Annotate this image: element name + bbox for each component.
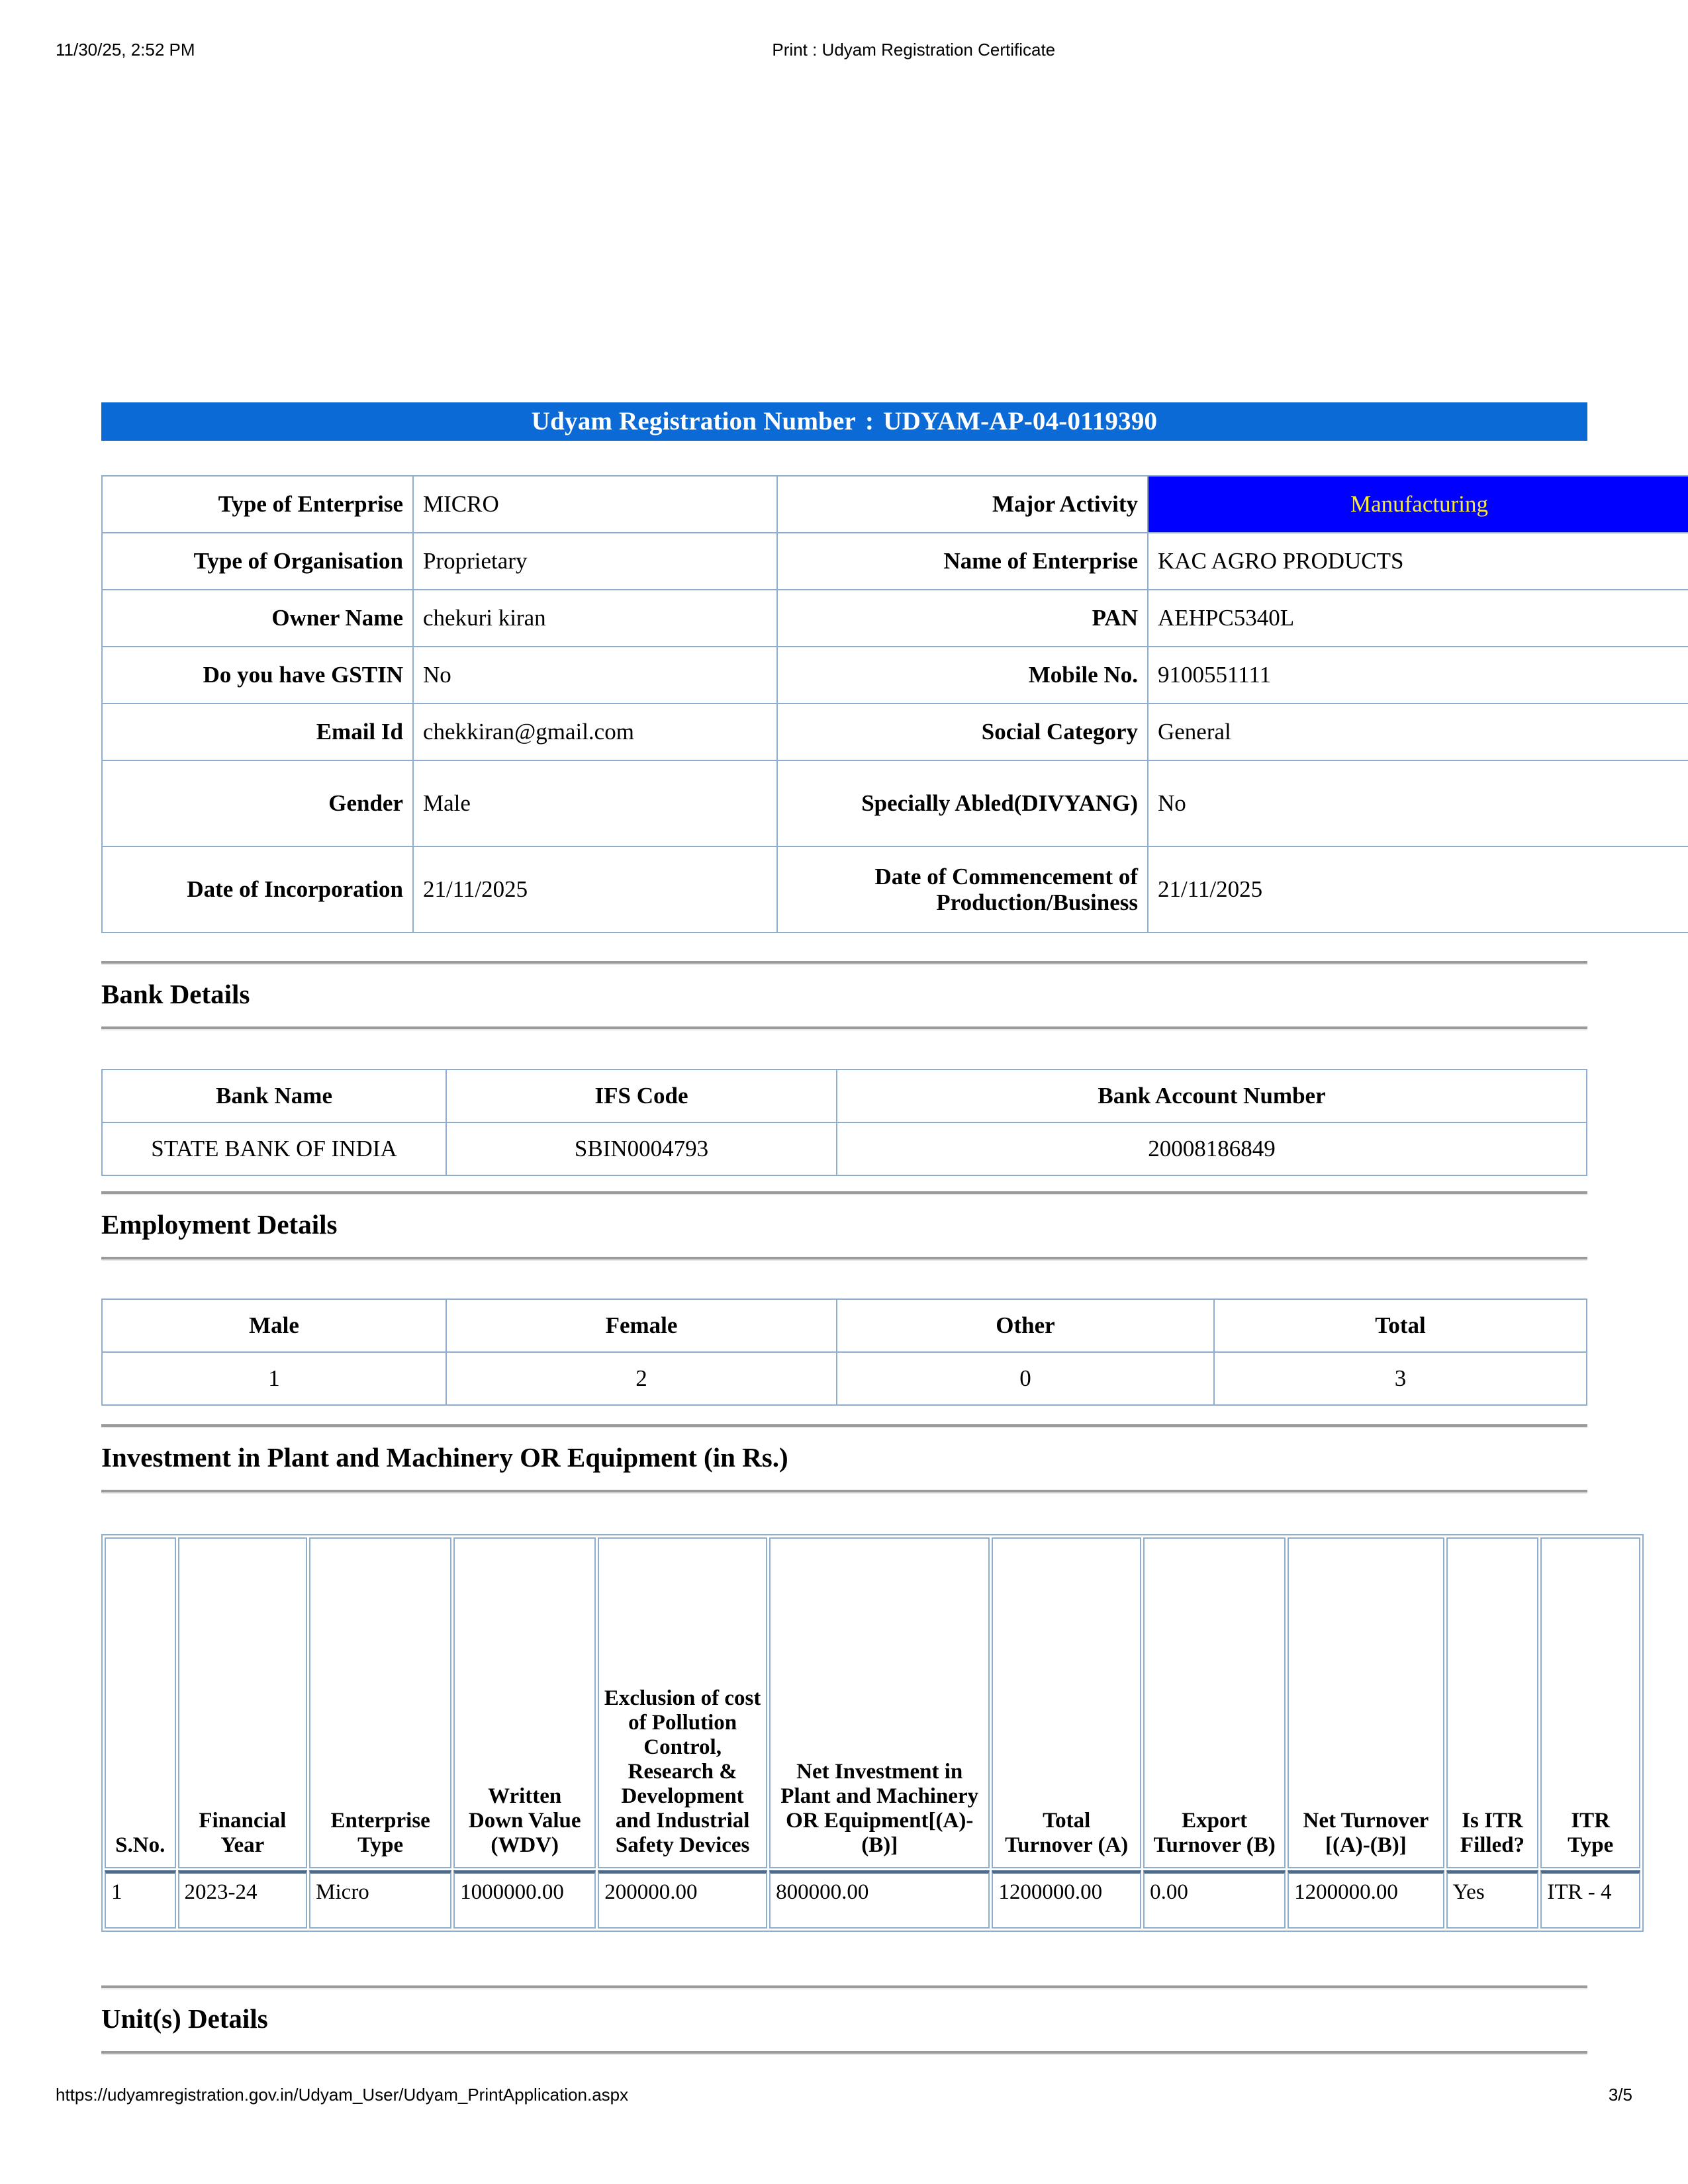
label-type-of-enterprise: Type of Enterprise [102,476,413,533]
cell-net-investment: 800000.00 [769,1870,990,1929]
value-social-category: General [1148,704,1688,760]
column-other: Other [837,1299,1214,1352]
column-is-itr-filled: Is ITR Filled? [1446,1537,1539,1868]
column-female: Female [446,1299,837,1352]
column-net-investment: Net Investment in Plant and Machinery OR Equipment[(A)-(B)] [769,1537,990,1868]
divider-below-units-details [101,2051,1587,2055]
table-row [102,760,1688,846]
employment-details-table [101,1298,1587,1406]
label-date-of-incorporation: Date of Incorporation [102,846,413,933]
employment-details-section-heading [101,1191,1587,1261]
value-date-of-incorporation: 21/11/2025 [413,846,777,933]
investment-table-wrapper [101,1534,1644,1932]
value-gstin: No [413,647,777,704]
column-bank-account: Bank Account Number [837,1069,1587,1122]
table-row [102,533,1688,590]
divider-below-investment [101,1490,1587,1494]
column-exclusion-of-cost: Exclusion of cost of Pollution Control, Research & Development and Industrial Safety Devices [598,1537,767,1868]
column-financial-year: Financial Year [178,1537,308,1868]
registration-number-banner [101,402,1587,441]
column-export-turnover: Export Turnover (B) [1143,1537,1286,1868]
label-date-of-commencement: Date of Commencement of Production/Business [777,846,1148,933]
table-row [102,476,1688,533]
units-details-section-heading [101,1985,1587,2055]
cell-itr-type: ITR - 4 [1540,1870,1640,1929]
print-timestamp: 11/30/25, 2:52 PM [56,40,195,60]
print-footer-page: 3/5 [1608,2085,1632,2105]
label-major-activity: Major Activity [777,476,1148,533]
label-pan: PAN [777,590,1148,647]
cell-export-turnover: 0.00 [1143,1870,1286,1929]
column-bank-name: Bank Name [102,1069,446,1122]
table-header-row [102,1069,1587,1122]
table-header-row [102,1299,1587,1352]
table-header-row [105,1537,1640,1868]
investment-section-heading [101,1424,1587,1494]
column-written-down-value: Written Down Value (WDV) [453,1537,596,1868]
table-row [102,590,1688,647]
value-specially-abled: No [1148,760,1688,846]
bank-details-table [101,1069,1587,1176]
table-row [102,1122,1587,1175]
table-row [102,1352,1587,1405]
value-date-of-commencement: 21/11/2025 [1148,846,1688,933]
value-type-of-enterprise: MICRO [413,476,777,533]
divider-below-bank-details [101,1026,1587,1030]
column-total: Total [1214,1299,1587,1352]
label-owner-name: Owner Name [102,590,413,647]
column-total-turnover: Total Turnover (A) [992,1537,1141,1868]
value-pan: AEHPC5340L [1148,590,1688,647]
value-mobile-no: 9100551111 [1148,647,1688,704]
value-email-id: chekkiran@gmail.com [413,704,777,760]
label-gender: Gender [102,760,413,846]
column-enterprise-type: Enterprise Type [309,1537,451,1868]
cell-total-count: 3 [1214,1352,1587,1405]
column-net-turnover: Net Turnover [(A)-(B)] [1288,1537,1444,1868]
cell-net-turnover: 1200000.00 [1288,1870,1444,1929]
heading-investment: Investment in Plant and Machinery OR Equipment (in Rs.) [101,1442,788,1473]
cell-female-count: 2 [446,1352,837,1405]
print-footer-url: https://udyamregistration.gov.in/Udyam_User/Udyam_PrintApplication.aspx [56,2085,629,2105]
cell-exclusion-of-cost: 200000.00 [598,1870,767,1929]
value-type-of-organisation: Proprietary [413,533,777,590]
label-social-category: Social Category [777,704,1148,760]
registration-number-value: UDYAM-AP-04-0119390 [883,407,1158,435]
registration-number-label: Udyam Registration Number [531,407,857,435]
heading-units-details: Unit(s) Details [101,2003,268,2034]
table-row [102,846,1688,933]
column-ifs-code: IFS Code [446,1069,837,1122]
print-title: Print : Udyam Registration Certificate [772,40,1056,60]
registration-number-separator: : [865,407,874,435]
label-mobile-no: Mobile No. [777,647,1148,704]
column-male: Male [102,1299,446,1352]
investment-table [101,1534,1644,1932]
enterprise-details-table [101,475,1688,933]
label-gstin: Do you have GSTIN [102,647,413,704]
bank-details-section-heading [101,961,1587,1030]
divider-below-employment-details [101,1257,1587,1261]
column-itr-type: ITR Type [1540,1537,1640,1868]
label-name-of-enterprise: Name of Enterprise [777,533,1148,590]
cell-written-down-value: 1000000.00 [453,1870,596,1929]
value-owner-name: chekuri kiran [413,590,777,647]
cell-is-itr-filled: Yes [1446,1870,1539,1929]
heading-bank-details: Bank Details [101,979,250,1009]
cell-enterprise-type: Micro [309,1870,451,1929]
column-sno: S.No. [105,1537,176,1868]
table-row [105,1870,1640,1929]
certificate-page [101,0,1614,2184]
value-major-activity: Manufacturing [1148,476,1688,533]
cell-total-turnover: 1200000.00 [992,1870,1141,1929]
label-type-of-organisation: Type of Organisation [102,533,413,590]
heading-employment-details: Employment Details [101,1209,338,1240]
label-email-id: Email Id [102,704,413,760]
label-specially-abled: Specially Abled(DIVYANG) [777,760,1148,846]
value-gender: Male [413,760,777,846]
table-row [102,647,1688,704]
table-row [102,704,1688,760]
print-footer [0,2085,1688,2105]
cell-bank-account: 20008186849 [837,1122,1587,1175]
cell-ifs-code: SBIN0004793 [446,1122,837,1175]
cell-male-count: 1 [102,1352,446,1405]
cell-other-count: 0 [837,1352,1214,1405]
cell-sno: 1 [105,1870,176,1929]
cell-financial-year: 2023-24 [178,1870,308,1929]
value-name-of-enterprise: KAC AGRO PRODUCTS [1148,533,1688,590]
cell-bank-name: STATE BANK OF INDIA [102,1122,446,1175]
